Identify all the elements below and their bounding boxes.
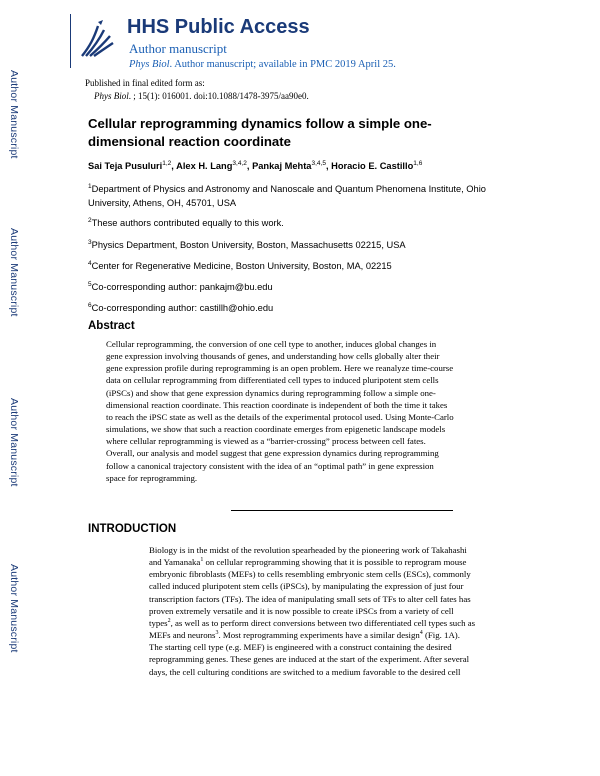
affiliation-marker: 1 <box>88 183 92 190</box>
side-label-author-manuscript: Author Manuscript <box>8 564 20 653</box>
intro-text: called induced pluripotent stem cells (iPSCs), by manipulating the expression of just four <box>149 581 464 592</box>
intro-text: proven extremely versatile and it is now possible to create iPSCs from a variety of cell <box>149 605 454 616</box>
abstract-line: to reach the iPSC state as well as the details of the experimental protocol used. Using Monte-Carlo <box>106 411 454 422</box>
intro-text: days, the cell culturing conditions are switched to a medium favorable to the desired cell <box>149 666 461 677</box>
hhs-public-access-title: HHS Public Access <box>127 16 310 38</box>
author-separator: , <box>171 161 177 172</box>
affiliation-marker: 6 <box>88 302 92 309</box>
abstract-heading: Abstract <box>88 320 135 332</box>
intro-line <box>149 617 521 629</box>
intro-line <box>149 568 521 580</box>
affiliation-text: Physics Department, Boston University, Boston, Massachusetts 02215, USA <box>91 240 406 251</box>
author-affiliation-marker: 1,6 <box>413 160 423 167</box>
abstract-line: gene expression involving thousands of genes, and understanding how cells globally alter their <box>106 351 440 362</box>
abstract-line: gene expression profile during reprogramming is an open problem. Here we reanalyze time-course <box>106 363 454 374</box>
intro-line <box>149 629 521 641</box>
intro-text: , as well as to perform direct conversions between two differentiated cell types such as <box>170 617 476 628</box>
affiliation-marker: 2 <box>88 217 92 224</box>
author-name: Sai Teja Pusuluri <box>88 161 163 172</box>
reference-marker: 2 <box>167 618 171 625</box>
author-manuscript-subtitle: Author manuscript <box>129 41 227 56</box>
abstract-line: simulations, we show that such a reaction coordinate emerges from epigenetic landscape models <box>106 424 446 435</box>
affiliation-6 <box>88 299 508 316</box>
affiliation-2 <box>88 214 508 231</box>
abstract-body <box>106 338 499 484</box>
side-label-author-manuscript: Author Manuscript <box>8 228 20 317</box>
author-affiliation-marker: 1,2 <box>162 160 172 167</box>
reference-marker: 1 <box>200 557 204 564</box>
citation-journal: Phys Biol <box>94 91 129 101</box>
abstract-line: space for reprogramming. <box>106 472 198 483</box>
affiliation-text: Department of Physics and Astronomy and Nanoscale and Quantum Phenomena Institute, Ohio University, Athens, OH, 45701, USA <box>88 184 486 208</box>
intro-line <box>149 556 521 568</box>
affiliation-marker: 5 <box>88 281 92 288</box>
availability-text: . Author manuscript; available in PMC 2019 April 25. <box>169 59 396 70</box>
intro-text: (Fig. 1A). <box>422 630 460 641</box>
author-separator: , <box>325 161 332 172</box>
author-name: Alex H. Lang <box>176 161 233 172</box>
reference-marker: 3 <box>215 630 219 637</box>
affiliation-marker: 3 <box>88 239 92 246</box>
intro-text: . Most reprogramming experiments have a similar design <box>218 630 420 641</box>
author-separator: , <box>246 161 253 172</box>
author-list <box>88 160 422 171</box>
intro-text: on cellular reprogramming showing that it is possible to reprogram mouse <box>203 557 467 568</box>
intro-text: types <box>149 617 168 628</box>
availability-line <box>129 59 396 70</box>
affiliation-1 <box>88 180 508 210</box>
affiliation-marker: 4 <box>88 260 92 267</box>
introduction-heading: INTRODUCTION <box>88 523 177 535</box>
affiliation-text: Co-corresponding author: castillh@ohio.edu <box>91 303 274 314</box>
header-divider <box>70 14 71 68</box>
intro-text: reprogramming genes. These genes are induced at the start of the experiment. After several <box>149 654 470 665</box>
abstract-line: Cellular reprogramming, the conversion of one cell type to another, induces global changes in <box>106 339 437 349</box>
author-affiliation-marker: 3,4,5 <box>311 160 326 167</box>
intro-line <box>149 605 521 617</box>
paper-title: Cellular reprogramming dynamics follow a simple one-dimensional reaction coordinate <box>88 116 432 149</box>
abstract-line: data on cellular reprogramming from differentiated cell types to induced pluripotent stem cells <box>106 375 439 386</box>
intro-line <box>149 593 521 605</box>
affiliation-3 <box>88 236 508 253</box>
affiliation-text: These authors contributed equally to this work. <box>91 218 284 229</box>
side-label-author-manuscript: Author Manuscript <box>8 398 20 487</box>
intro-text: transcription factors (TFs). The idea of manipulating small sets of TFs to alter cell fates has <box>149 593 471 604</box>
intro-text: and Yamanaka <box>149 557 201 568</box>
reference-marker: 4 <box>419 630 423 637</box>
affiliation-4 <box>88 257 508 274</box>
abstract-line: follow a canonical trajectory consistent with the idea of an “optimal path” in gene expression <box>106 460 434 471</box>
intro-line <box>149 641 521 653</box>
introduction-body <box>149 544 521 678</box>
intro-text: The starting cell type (e.g. MEF) is engineered with a construct containing the desired <box>149 642 452 653</box>
affiliation-text: Co-corresponding author: pankajm@bu.edu <box>91 282 273 293</box>
author-affiliation-marker: 3,4,2 <box>232 160 247 167</box>
citation-line <box>94 91 309 101</box>
intro-line <box>149 666 521 678</box>
affiliation-5 <box>88 278 508 295</box>
abstract-line: Overall, our analysis and model suggest that gene expression dynamics during reprogramming <box>106 448 439 459</box>
abstract-line: dimensional reaction coordinate. This reaction coordinate is independent of both the time it takes <box>106 399 448 410</box>
intro-text: Biology is in the midst of the revolution spearheaded by the pioneering work of Takahashi <box>149 545 467 555</box>
published-final-form: Published in final edited form as: <box>85 78 205 88</box>
abstract-line: where cellular reprogramming is viewed as a “barrier-crossing” process between cell fates. <box>106 436 426 447</box>
side-label-author-manuscript: Author Manuscript <box>8 70 20 159</box>
author-name: Pankaj Mehta <box>252 161 312 172</box>
citation-text: . ; 15(1): 016001. doi:10.1088/1478-3975/aa90e0. <box>128 91 309 101</box>
abstract-line: (iPSCs) and show that gene expression dynamics during reprogramming follow a simple one- <box>106 387 436 398</box>
section-divider <box>231 510 453 511</box>
hhs-eagle-logo-icon <box>76 16 116 60</box>
intro-text: MEFs and neurons <box>149 630 216 641</box>
author-name: Horacio E. Castillo <box>331 161 414 172</box>
intro-line <box>149 580 521 592</box>
intro-line <box>149 544 521 556</box>
journal-name: Phys Biol <box>129 59 170 70</box>
affiliation-text: Center for Regenerative Medicine, Boston University, Boston, MA, 02215 <box>91 261 392 272</box>
intro-line <box>149 653 521 665</box>
intro-text: embryonic fibroblasts (MEFs) to cells resembling embryonic stem cells (ESCs), commonly <box>149 569 471 580</box>
